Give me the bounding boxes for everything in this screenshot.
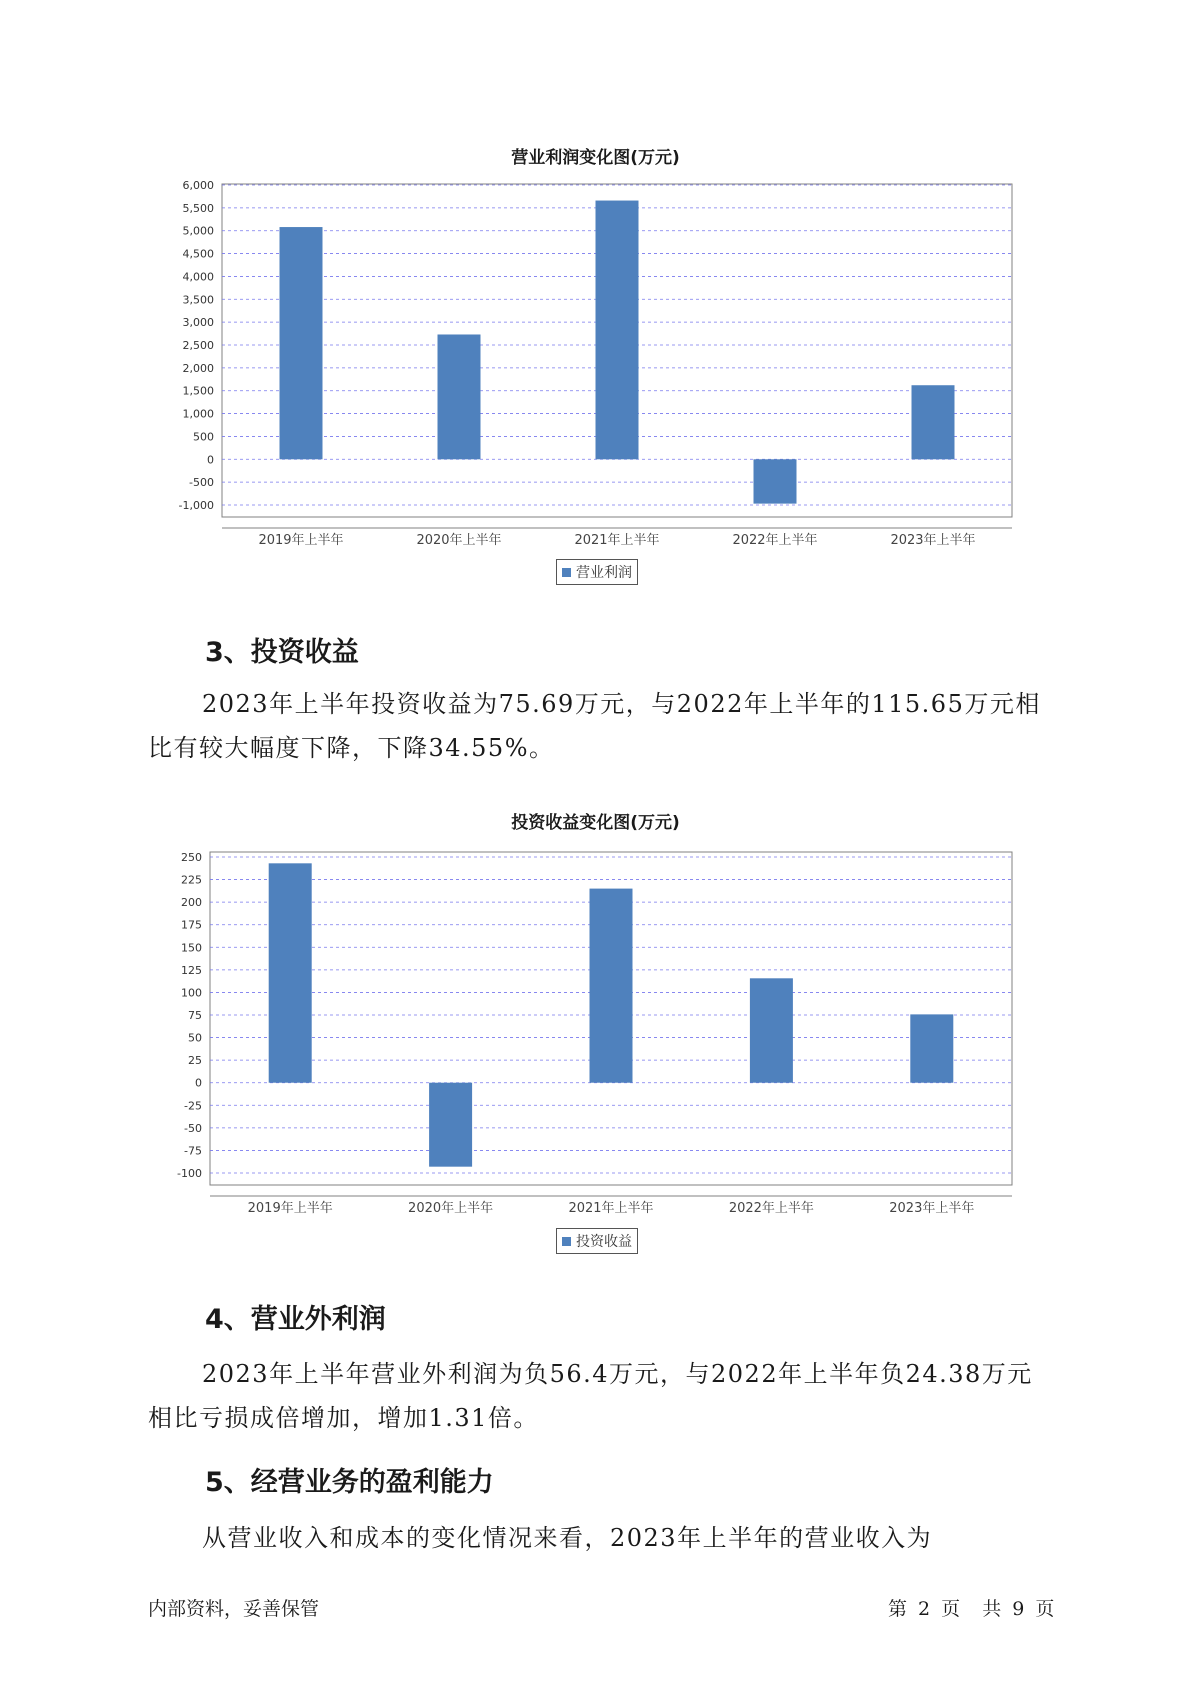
y-tick-label: 1,000	[182, 407, 214, 421]
y-tick-label: -75	[184, 1144, 202, 1158]
x-tick-label: 2021年上半年	[574, 533, 660, 548]
y-tick-label: 25	[188, 1054, 202, 1068]
y-tick-label: 50	[188, 1031, 202, 1045]
y-tick-label: 2,500	[182, 339, 214, 352]
x-tick-label: 2020年上半年	[416, 533, 502, 548]
y-tick-label: -100	[177, 1167, 202, 1180]
x-tick-label: 2022年上半年	[728, 1201, 814, 1216]
bar	[280, 227, 323, 459]
legend-label: 投资收益	[576, 1234, 632, 1250]
footer-confidential-note: 内部资料，妥善保管	[148, 1598, 320, 1620]
y-tick-label: -50	[184, 1121, 202, 1135]
section-heading: 3、投资收益	[205, 637, 359, 668]
bar	[269, 863, 312, 1082]
bar	[912, 385, 955, 459]
x-tick-label: 2023年上半年	[889, 1201, 975, 1216]
y-tick-label: 4,500	[182, 247, 214, 261]
investment-income-chart	[0, 830, 1191, 1220]
section-paragraph: 从营业收入和成本的变化情况来看，2023年上半年的营业收入为	[202, 1524, 933, 1552]
x-tick-label: 2023年上半年	[890, 533, 976, 548]
y-tick-label: -25	[184, 1099, 202, 1113]
x-tick-label: 2020年上半年	[408, 1201, 494, 1216]
y-tick-label: 125	[181, 963, 202, 977]
y-tick-label: 200	[181, 896, 202, 910]
x-tick-label: 2021年上半年	[568, 1201, 654, 1216]
y-tick-label: 500	[193, 430, 214, 444]
y-tick-label: -500	[189, 476, 214, 490]
x-tick-label: 2019年上半年	[247, 1201, 333, 1216]
y-tick-label: 0	[207, 453, 214, 467]
y-tick-label: 225	[181, 873, 202, 887]
legend-swatch	[562, 1237, 571, 1246]
y-tick-label: 4,000	[182, 270, 214, 284]
y-tick-label: 75	[188, 1009, 202, 1022]
bar	[590, 889, 633, 1083]
y-tick-label: 5,000	[182, 224, 214, 238]
section-paragraph: 2023年上半年投资收益为75.69万元，与2022年上半年的115.65万元相比有较大幅度下降，下降34.55%。	[148, 690, 1041, 762]
section-heading: 4、营业外利润	[205, 1304, 386, 1335]
y-tick-label: 0	[195, 1076, 202, 1090]
bar	[910, 1014, 953, 1082]
y-tick-label: 6,000	[182, 179, 214, 192]
chart-legend	[556, 1228, 638, 1254]
y-tick-label: 150	[181, 941, 202, 955]
chart-legend	[556, 559, 638, 585]
y-tick-label: 175	[181, 918, 202, 932]
section-heading: 5、经营业务的盈利能力	[205, 1467, 494, 1498]
footer-page-number: 第 2 页 共 9 页	[888, 1598, 1055, 1620]
y-tick-label: 250	[181, 851, 202, 864]
section-paragraph: 2023年上半年营业外利润为负56.4万元，与2022年上半年负24.38万元相比亏损成倍增加，增加1.31倍。	[148, 1360, 1033, 1432]
y-tick-label: 5,500	[182, 201, 214, 215]
y-tick-label: 3,000	[182, 316, 214, 330]
operating-profit-chart	[0, 160, 1191, 550]
y-tick-label: 3,500	[182, 293, 214, 307]
legend-swatch	[562, 568, 571, 577]
y-tick-label: 2,000	[182, 361, 214, 375]
y-tick-label: -1,000	[178, 499, 214, 512]
bar	[750, 978, 793, 1082]
chart-title: 投资收益变化图(万元)	[511, 813, 680, 833]
y-tick-label: 100	[181, 986, 202, 1000]
bar	[596, 201, 639, 460]
x-tick-label: 2019年上半年	[258, 533, 344, 548]
legend-label: 营业利润	[576, 565, 632, 581]
chart-title: 营业利润变化图(万元)	[511, 148, 680, 168]
y-tick-label: 1,500	[182, 384, 214, 398]
bar	[754, 459, 797, 503]
x-tick-label: 2022年上半年	[732, 533, 818, 548]
bar	[429, 1083, 472, 1167]
bar	[438, 334, 481, 459]
